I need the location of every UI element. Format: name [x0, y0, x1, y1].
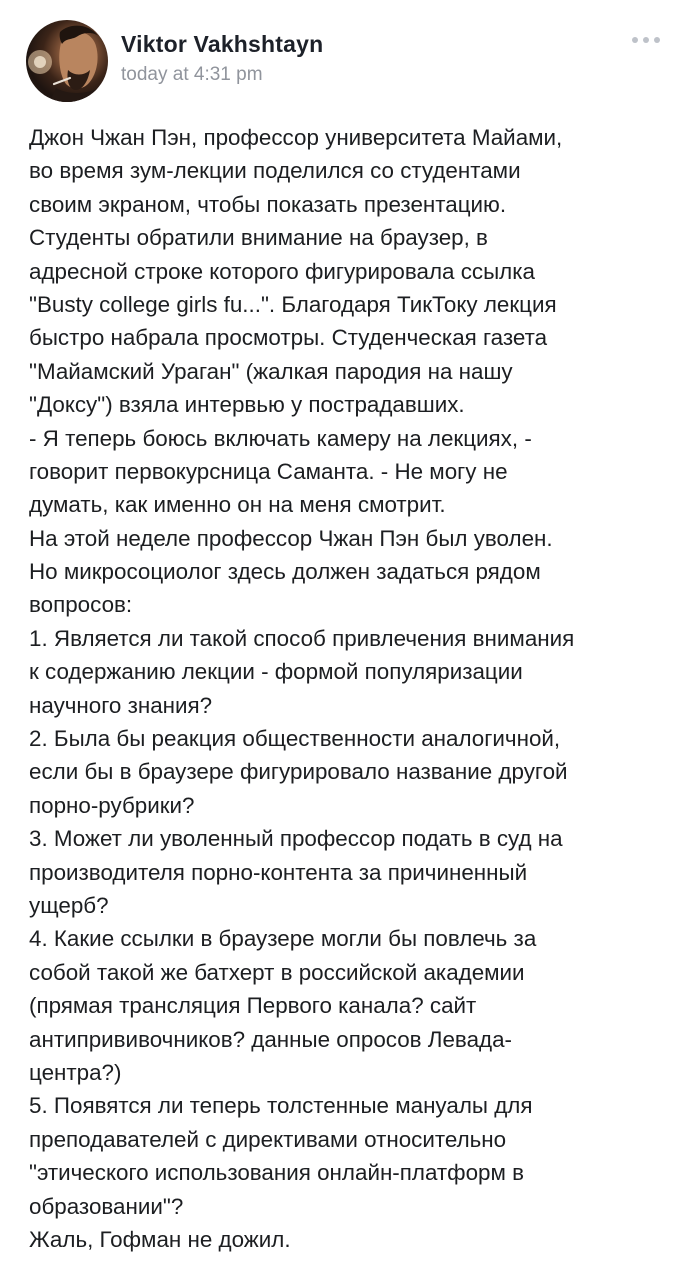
- post-text-line: образовании"?: [29, 1193, 184, 1219]
- post-text-line: собой такой же батхерт в российской академии: [29, 959, 525, 985]
- post-text-line: вопросов:: [29, 592, 133, 618]
- post-timestamp[interactable]: today at 4:31 pm: [121, 64, 263, 85]
- post-text-line: преподавателей с директивами относительно: [29, 1126, 507, 1152]
- post-text-line: Жаль, Гофман не дожил.: [29, 1226, 291, 1252]
- post-text-line: антипрививочников? данные опросов Левада-: [29, 1026, 513, 1052]
- post-text-line: своим экраном, чтобы показать презентацию.: [29, 191, 507, 217]
- post-text-line: "Майамский Ураган" (жалкая пародия на нашу: [29, 358, 513, 384]
- post-text-line: порно-рубрики?: [29, 792, 195, 818]
- post-text-line: адресной строке которого фигурировала ссылка: [29, 258, 535, 284]
- post-text-line: "Доксу") взяла интервью у пострадавших.: [29, 392, 465, 418]
- post-text-line: - Я теперь боюсь включать камеру на лекциях, -: [29, 425, 532, 451]
- post-text-line: На этой неделе профессор Чжан Пэн был уволен.: [29, 525, 553, 551]
- post-text-line: "Busty college girls fu...". Благодаря ТикТоку лекция: [29, 291, 557, 317]
- post-text: [29, 121, 674, 1256]
- post-text-line: Джон Чжан Пэн, профессор университета Майами,: [29, 125, 563, 150]
- post-text-line: (прямая трансляция Первого канала? сайт: [29, 993, 477, 1019]
- post-text-line: говорит первокурсница Саманта. - Не могу не: [29, 458, 508, 484]
- post-text-line: 1. Является ли такой способ привлечения внимания: [29, 625, 575, 651]
- post-text-line: научного знания?: [29, 692, 213, 718]
- post-text-line: Но микросоциолог здесь должен задаться рядом: [29, 559, 541, 585]
- more-horizontal-icon: [632, 37, 638, 43]
- author-name[interactable]: Viktor Vakhshtayn: [121, 31, 324, 57]
- post-text-line: Студенты обратили внимание на браузер, в: [29, 225, 488, 251]
- more-horizontal-icon: [654, 37, 660, 43]
- post-text-line: к содержанию лекции - формой популяризации: [29, 659, 523, 685]
- post-text-line: 2. Была бы реакция общественности аналогичной,: [29, 726, 561, 752]
- avatar[interactable]: [26, 20, 108, 102]
- post-text-line: 5. Появятся ли теперь толстенные мануалы для: [29, 1093, 533, 1119]
- post-header: [0, 0, 695, 110]
- more-options-button[interactable]: [626, 28, 666, 52]
- post-text-line: ущерб?: [29, 892, 109, 918]
- post-text-line: думать, как именно он на меня смотрит.: [29, 492, 446, 518]
- more-horizontal-icon: [643, 37, 649, 43]
- post-text-line: 4. Какие ссылки в браузере могли бы повлечь за: [29, 926, 537, 952]
- post-text-line: "этического использования онлайн-платформ в: [29, 1160, 525, 1186]
- post-text-line: центра?): [29, 1059, 122, 1085]
- avatar-photo: [26, 20, 108, 102]
- post-text-line: если бы в браузере фигурировало название другой: [29, 759, 568, 785]
- post-text-line: 3. Может ли уволенный профессор подать в суд на: [29, 826, 563, 852]
- post-text-line: производителя порно-контента за причиненный: [29, 859, 528, 885]
- post-text-line: во время зум-лекции поделился со студентами: [29, 158, 521, 184]
- post-text-line: быстро набрала просмотры. Студенческая газета: [29, 325, 548, 351]
